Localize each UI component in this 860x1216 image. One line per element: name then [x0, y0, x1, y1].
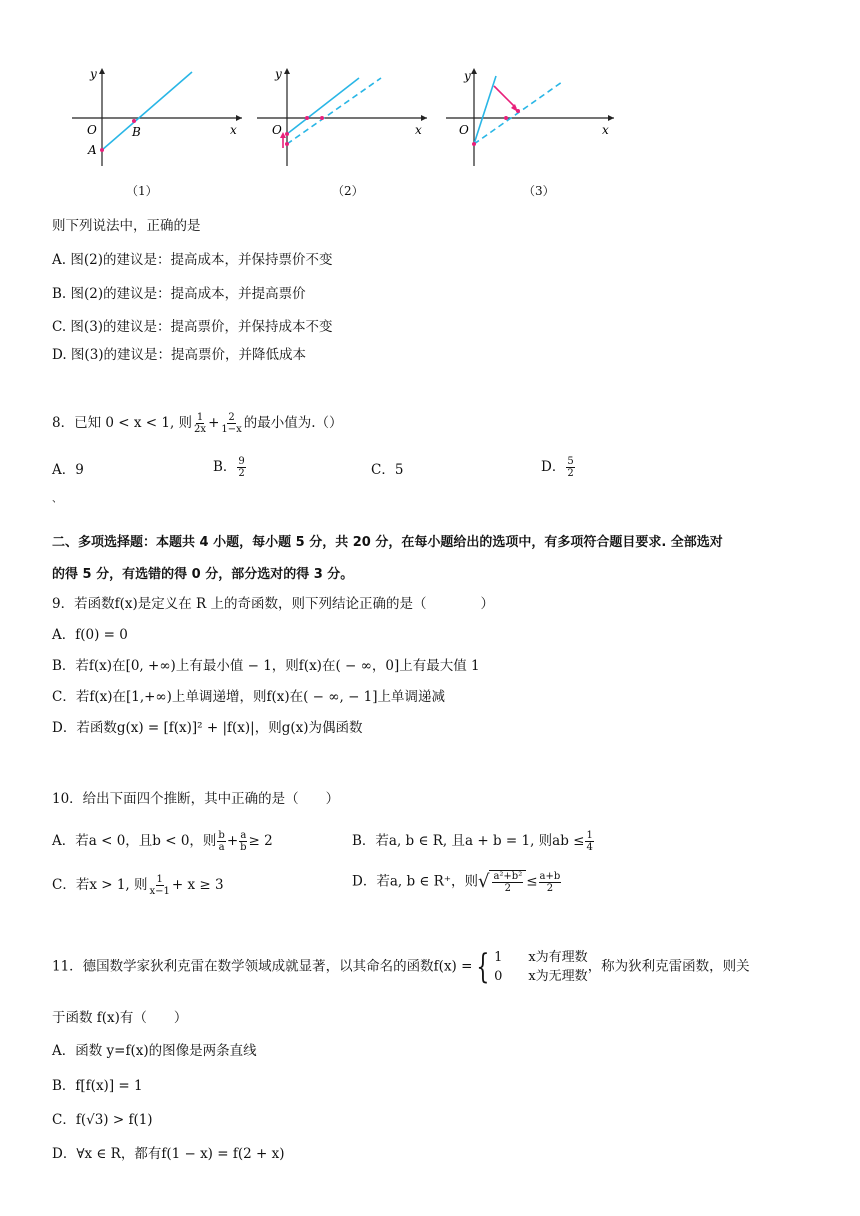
- point-a-label: A: [88, 143, 97, 157]
- q8-option-c: C．5: [371, 462, 404, 478]
- q11-piecewise-cases: 1 x为有理数 0 x为无理数: [494, 950, 588, 984]
- y-axis-label: y: [464, 69, 471, 83]
- q9-option-b: B．若f(x)在[0, +∞)上有最小值 − 1，则f(x)在( − ∞，0]上有最大值 1: [52, 658, 480, 674]
- figure-1-caption: （1）: [126, 184, 158, 198]
- q8-stem-pre: 8．已知 0 < x < 1, 则: [52, 415, 193, 431]
- q9-option-a: A．f(0) = 0: [52, 627, 128, 643]
- q7-stem: 则下列说法中，正确的是: [52, 218, 201, 234]
- q8-option-a: A．9: [52, 462, 84, 478]
- q9-stem: 9．若函数f(x)是定义在 R 上的奇函数，则下列结论正确的是（ ）: [52, 596, 494, 612]
- y-axis-label: y: [90, 67, 97, 81]
- origin-label: O: [459, 123, 469, 137]
- q10-option-a: A．若a < 0，且b < 0，则 $\frac{b}{a}$ + $\frac{a}{b}$ ≥ 2: [52, 830, 273, 853]
- q9-option-c: C．若f(x)在[1,+∞)上单调递增，则f(x)在( − ∞, − 1]上单调递减: [52, 689, 446, 705]
- q8-stem: 8．已知 0 < x < 1, 则 $\frac{1}{2x}$ + $\frac{2}{1-x}$ 的最小值为.（）: [52, 412, 343, 435]
- q11-stem-line2: 于函数 f(x)有（ ）: [52, 1010, 188, 1026]
- q7-option-c: C. 图(3)的建议是：提高票价，并保持成本不变: [52, 319, 333, 335]
- x-axis-label: x: [230, 123, 237, 137]
- q8-fraction-2: $\frac{2}{1-x}$: [221, 412, 242, 435]
- q11-stem: 11．德国数学家狄利克雷在数学领域成就显著，以其命名的函数f(x) = { 1 x为有理数 0 x为无理数 ，称为狄利克雷函数，则关: [52, 947, 750, 987]
- q10-option-c: C．若x > 1, 则 $\frac{1}{x-1}$ + x ≥ 3: [52, 874, 224, 897]
- point-b-label: B: [132, 125, 141, 139]
- q11-option-c: C．f(√3) > f(1): [52, 1112, 153, 1128]
- section2-heading-line1: 二、多项选择题：本题共 4 小题，每小题 5 分，共 20 分，在每小题给出的选项中，有多项符合题目要求. 全部选对: [52, 535, 723, 550]
- origin-label: O: [87, 123, 97, 137]
- figure-2-graph: [245, 62, 435, 172]
- figure-3-caption: （3）: [523, 184, 555, 198]
- q8-fraction-1: $\frac{1}{2x}$: [194, 412, 207, 435]
- q10-option-b: B．若a, b ∈ R, 且a + b = 1, 则ab ≤ $\frac{1}{4}$: [352, 830, 593, 853]
- q8-option-d: D． $\frac{5}{2}$: [541, 456, 574, 479]
- figure-2-caption: （2）: [332, 184, 364, 198]
- q11-option-b: B．f[f(x)] = 1: [52, 1078, 143, 1094]
- x-axis-label: x: [415, 123, 422, 137]
- q7-option-d: D. 图(3)的建议是：提高票价，并降低成本: [52, 347, 307, 363]
- q8-option-b: B． $\frac{9}{2}$: [213, 456, 245, 479]
- q8-stem-post: 的最小值为.（）: [243, 415, 343, 431]
- figure-3-graph: [432, 62, 622, 172]
- figure-1-graph: [60, 62, 250, 172]
- q10-option-d: D．若a, b ∈ R⁺，则√ $\frac{\text{a²+b²}}{2}$ ≤ $\frac{a+b}{2}$: [352, 870, 561, 894]
- q9-option-d: D．若函数g(x) = [f(x)]² + |f(x)|，则g(x)为偶函数: [52, 720, 363, 736]
- section2-heading-line2: 的得 5 分，有选错的得 0 分，部分选对的得 3 分。: [52, 567, 354, 582]
- x-axis-label: x: [602, 123, 609, 137]
- q10-stem: 10．给出下面四个推断，其中正确的是（ ）: [52, 791, 340, 807]
- stray-mark: 、: [52, 494, 62, 505]
- q11-option-a: A．函数 y=f(x)的图像是两条直线: [52, 1043, 257, 1059]
- origin-label: O: [272, 123, 282, 137]
- y-axis-label: y: [275, 67, 282, 81]
- q11-option-d: D．∀x ∈ R，都有f(1 − x) = f(2 + x): [52, 1146, 285, 1162]
- q7-option-a: A. 图(2)的建议是：提高成本，并保持票价不变: [52, 252, 333, 268]
- q7-option-b: B. 图(2)的建议是：提高成本，并提高票价: [52, 286, 306, 302]
